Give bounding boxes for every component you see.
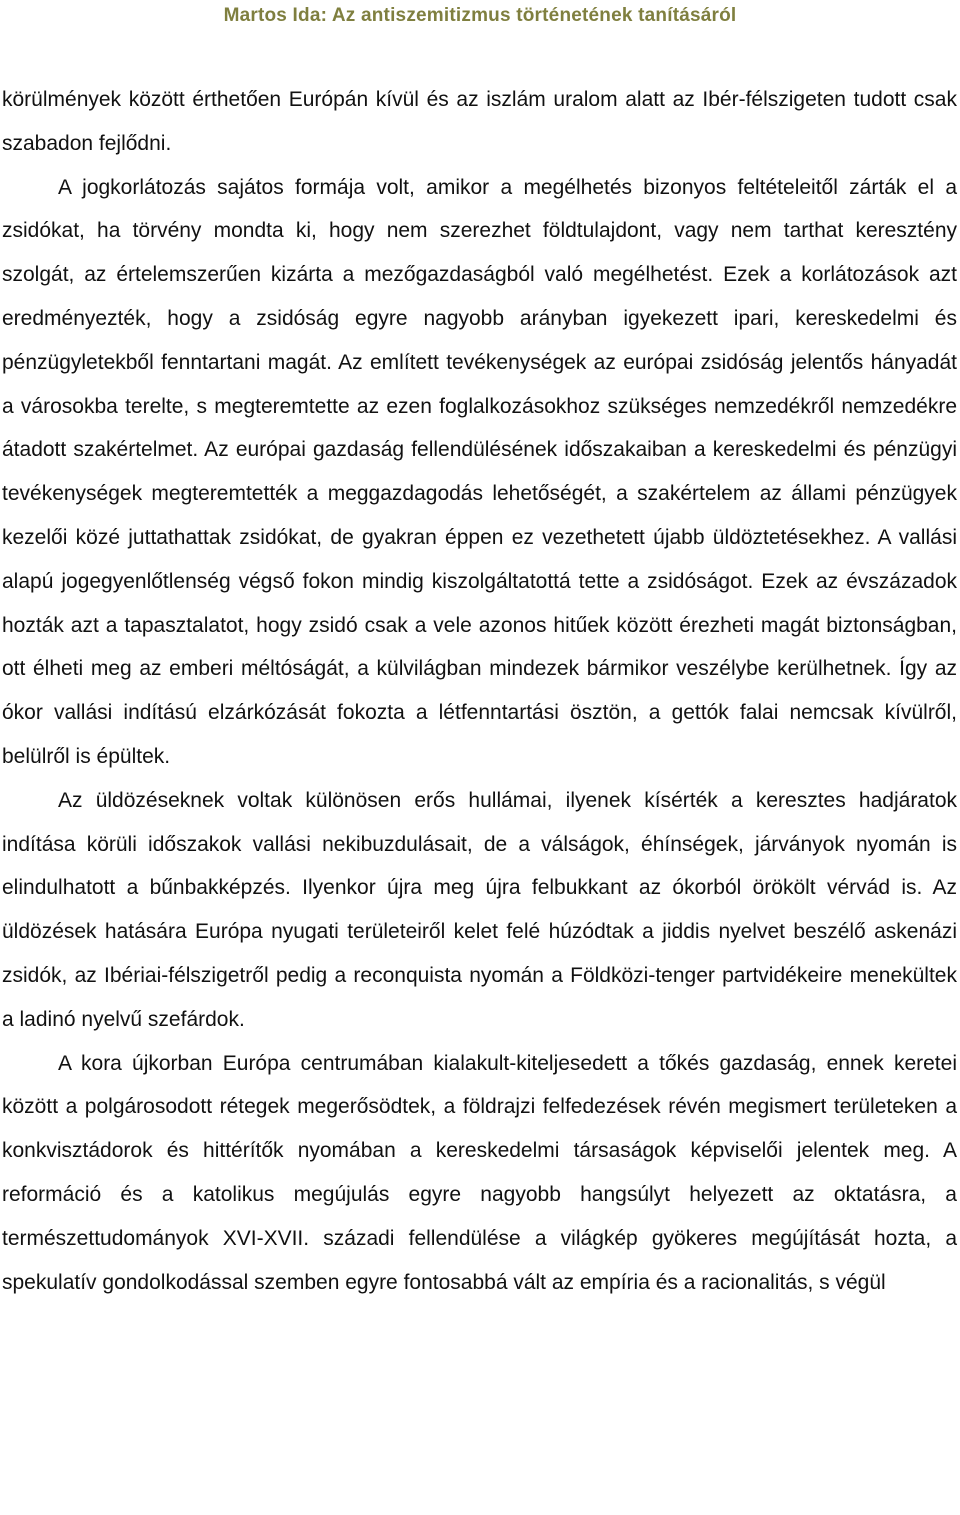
paragraph-1: körülmények között érthetően Európán kívül és az iszlám uralom alatt az Ibér-félszigeten tudott csak szabadon fejlődni. <box>2 88 957 155</box>
document-body <box>2 78 957 1304</box>
paragraph-2: A jogkorlátozás sajátos formája volt, amikor a megélhetés bizonyos feltételeitől zárták el a zsidókat, ha törvény mondta ki, hogy nem szerezhet földtulajdont, vagy nem tarthat keresztény szolgát, az értelemszerűen kizárta a mezőgazdaságból való megélhetést. Ezek a korlátozások azt eredményezték, hogy a zsidóság egyre nagyobb arányban igyekezett ipari, kereskedelmi és pénzügyletekből fenntartani magát. Az említett tevékenységek az európai zsidóság jelentős hányadát a városokba terelte, s megteremtette az ezen foglalkozásokhoz szükséges nemzedékről nemzedékre átadott szakértelmet. Az európai gazdaság fellendülésének időszakaiban a kereskedelmi és pénzügyi tevékenységek megteremtették a meggazdagodás lehetőségét, a szakértelem az állami pénzügyek kezelői közé juttathattak zsidókat, de gyakran éppen ez vezethetett újabb üldöztetésekhez. A vallási alapú jogegyenlőtlenség végső fokon mindig kiszolgáltatottá tette a zsidóságot. Ezek az évszázadok hozták azt a tapasztalatot, hogy zsidó csak a vele azonos hitűek között érezheti magát biztonságban, ott élheti meg az emberi méltóságát, a külvilágban mindezek bármikor veszélybe kerülhetnek. Így az ókor vallási indítású elzárkózását fokozta a létfenntartási ösztön, a gettók falai nemcsak kívülről, belülről is épültek. <box>2 175 957 768</box>
page-header-title: Martos Ida: Az antiszemitizmus történetének tanításáról <box>223 5 737 26</box>
paragraph-4: A kora újkorban Európa centrumában kialakult-kiteljesedett a tőkés gazdaság, ennek keretei között a polgárosodott rétegek megerősödtek, a földrajzi felfedezések révén megismert területeken a konkvisztádorok és hittérítők nyomában a kereskedelmi társaságok képviselői jelentek meg. A reformáció és a katolikus megújulás egyre nagyobb hangsúlyt helyezett az oktatásra, a természettudományok XVI-XVII. századi fellendülése a világkép gyökeres megújítását hozta, a spekulatív gondolkodással szemben egyre fontosabbá vált az empíria és a racionalitás, s végül <box>2 1051 957 1294</box>
paragraph-3: Az üldözéseknek voltak különösen erős hullámai, ilyenek kísérték a keresztes hadjáratok indítása körüli időszakok vallási nekibuzdulásait, de a válságok, éhínségek, járványok nyomán is elindulhatott a bűnbakképzés. Ilyenkor újra meg újra felbukkant az ókorból örökölt vérvád is. Az üldözések hatására Európa nyugati területeiről kelet felé húzódtak a jiddis nyelvet beszélő askenázi zsidók, az Ibériai-félszigetről pedig a reconquista nyomán a Földközi-tenger partvidékeire menekültek a ladinó nyelvű szefárdok. <box>2 788 957 1031</box>
